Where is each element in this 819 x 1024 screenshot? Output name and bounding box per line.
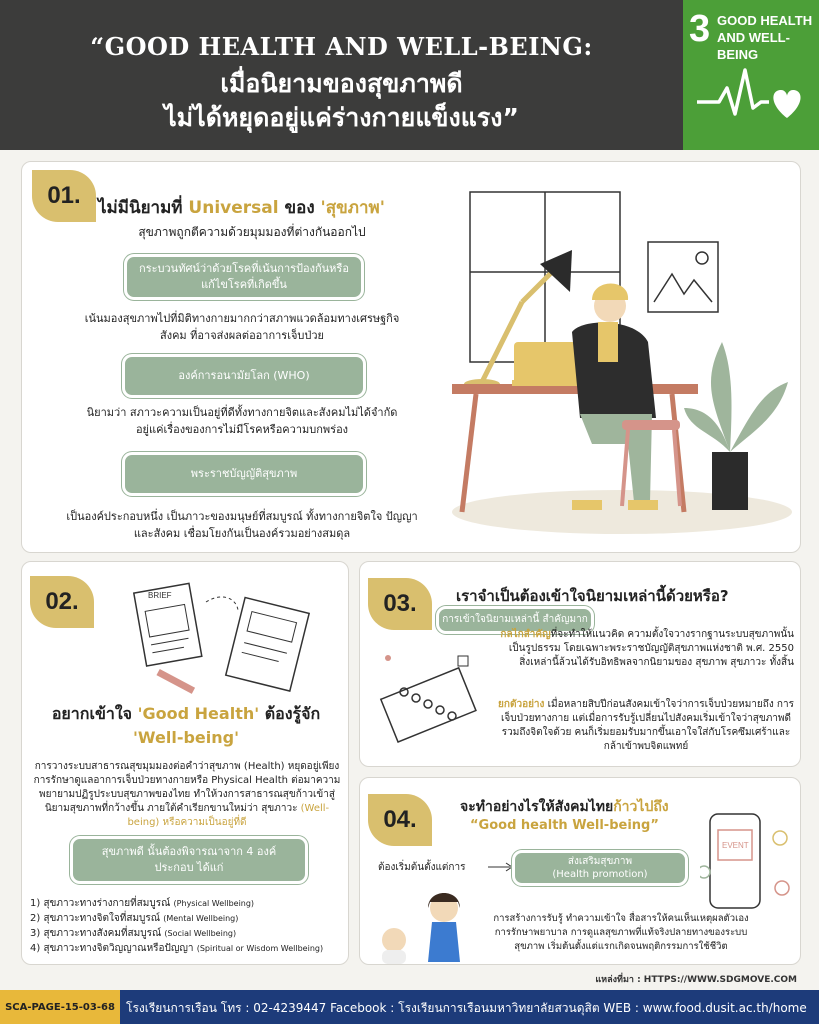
section-4-title [460, 796, 669, 818]
section-2-pill-four-elements: สุขภาพดี นั้นต้องพิจารณาจาก 4 องค์ประกอบ ได้แก่ [70, 836, 308, 884]
section-4-pill-health-promotion [512, 850, 688, 886]
section-2-title [22, 702, 350, 750]
sdg-label: GOOD HEALTH AND WELL-BEING [717, 13, 813, 62]
section-3-paragraph-2 [498, 698, 794, 754]
section-1-title-universal: Universal [188, 198, 279, 218]
section-4-badge: 04. [368, 794, 432, 846]
section-3-paragraph-1 [498, 628, 794, 670]
section-2-card [21, 561, 349, 965]
section-3-badge: 03. [368, 578, 432, 630]
section-1-pill-who: องค์การอนามัยโลก (WHO) [122, 354, 366, 398]
brief-label: BRIEF [148, 591, 172, 600]
header-title-th-line2: ไม่ได้หยุดอยู่แค่ร่างกายแข็งแรง” [164, 103, 519, 132]
footer-bar [0, 990, 819, 1024]
section-4-title-pre: จะทำอย่างไรให้สังคมไทย [460, 799, 614, 815]
section-3-p2-gold: ยกตัวอย่าง [498, 699, 545, 710]
header-title-th-line1: เมื่อนิยามของสุขภาพดี [220, 69, 463, 98]
section-4-card [359, 777, 801, 965]
list-item [30, 926, 350, 941]
section-3-card [359, 561, 801, 767]
section-2-title-well-being: 'Well-being' [133, 728, 239, 747]
page-code: SCA-PAGE-15-03-68 [0, 990, 120, 1024]
list-item-en: (Mental Wellbeing) [163, 914, 239, 923]
section-1-title-mid: ของ [278, 198, 321, 218]
section-4-start-text: ต้องเริ่มต้นตั้งแต่การ [378, 862, 466, 873]
section-4-body: การสร้างการรับรู้ ทำความเข้าใจ สื่อสารให้คนเห็นเหตุผลตัวเองการรักษาพยาบาล การดูแลสุขภาพที่แท้จริงปลายทางของระบบสุขภาพ เริ่มต้นตั้งแต่แรกเกิดจนพฤติกรรมการใช้ชีวิต [493, 913, 749, 952]
list-item-th: 3) สุขภาวะทางสังคมที่สมบูรณ์ [30, 928, 162, 939]
section-1-card [21, 161, 801, 553]
notebook-illustration [368, 642, 488, 752]
section-1-title-health: 'สุขภาพ' [320, 198, 385, 218]
section-4-pill-th: ส่งเสริมสุขภาพ [567, 856, 633, 867]
section-3-title: เราจำเป็นต้องเข้าใจนิยามเหล่านี้ด้วยหรือ? [456, 587, 729, 605]
section-3-p2-text: เมื่อหลายสิบปีก่อนสังคมเข้าใจว่าการเจ็บป่วยหมายถึง การเจ็บป่วยทางกาย แต่เมื่อการรับรู้เปลี่ยนไปสังคมเริ่มเข้าใจว่าสุขภาพดีรวมถึงจิตใจด้วย คนก็เริ่มยอมรับมากขึ้นเอาใจใส่กับโรคซึมเศร้าและกล้าเข้าพบจิตแพทย์ [500, 699, 794, 752]
brief-documents-illustration [126, 576, 326, 696]
header-title-en: “GOOD HEALTH AND WELL-BEING: [90, 32, 593, 61]
list-item [30, 896, 350, 911]
section-2-title-good-health: 'Good Health' [137, 704, 260, 723]
section-1-pill-health-act: พระราชบัญญัติสุขภาพ [122, 452, 366, 496]
list-item [30, 911, 350, 926]
section-3-pill: การเข้าใจนิยามเหล่านี้ สำคัญมาก [436, 606, 594, 634]
section-2-body-gold: (Well-being) หรือความเป็นอยู่ที่ดี [127, 803, 330, 828]
list-item [30, 941, 350, 956]
section-2-badge: 02. [30, 576, 94, 628]
section-1-pill-disease: กระบวนทัศน์ว่าด้วยโรคที่เน้นการป้องกันหรือแก้ไขโรคที่เกิดขึ้น [124, 254, 364, 300]
section-4-title-gold: ก้าวไปถึง [613, 799, 669, 815]
section-1-text-disease: เน้นมองสุขภาพไปที่มิติทางกายมากกว่าสภาพแวดล้อมทางเศรษฐกิจ สังคม ที่อาจส่งผลต่ออาการเจ็บป่วย [84, 312, 400, 342]
section-3-p1-gold: กลไกสำคัญ [500, 629, 551, 640]
list-item-en: (Physical Wellbeing) [173, 899, 255, 908]
footer-contact-info: โรงเรียนการเรือน โทร : 02-4239447 Facebook : โรงเรียนการเรือนมหาวิทยาลัยสวนดุสิต WEB : www.food.dusit.ac.th/home [126, 1001, 807, 1015]
event-label: EVENT [722, 841, 749, 850]
header-banner [0, 0, 683, 150]
section-2-body [32, 760, 342, 830]
children-illustration [360, 888, 470, 966]
list-item-en: (Social Wellbeing) [164, 929, 237, 938]
list-item-th: 4) สุขภาวะทางจิตวิญญาณหรือปัญญา [30, 943, 194, 954]
sdg-goal-3-logo [683, 0, 819, 150]
arrow-right-icon [488, 862, 514, 872]
sdg-number: 3 [689, 8, 711, 50]
section-1-text-who: นิยามว่า สภาวะความเป็นอยู่ที่ดีทั้งทางกายจิตและสังคมไม่ได้จำกัดอยู่แค่เรื่องของการไม่มีโรคหรือความบกพร่อง [86, 406, 398, 436]
list-item-th: 2) สุขภาวะทางจิตใจที่สมบูรณ์ [30, 913, 161, 924]
section-1-title-pre: ไม่มีนิยามที่ [98, 198, 189, 218]
section-1-badge: 01. [32, 170, 96, 222]
list-item-th: 1) สุขภาวะทางร่างกายที่สมบูรณ์ [30, 898, 171, 909]
section-3-p1-text: ที่จะทำให้แนวคิด ความตั้งใจวางรากฐานระบบสุขภาพนั้นเป็นรูปธรรม โดยเฉพาะพระราชบัญญัติสุขภาพแห่งชาติ พ.ศ. 2550 สิ่งเหล่านี้ล้วนได้รับอิทธิพลจากนิยามของ สุขภาพ สุขภาวะ ทั้งสิ้น [508, 629, 794, 668]
person-at-desk-illustration [422, 182, 792, 542]
list-item-en: (Spiritual or Wisdom Wellbeing) [196, 944, 324, 953]
section-4-subtitle: “Good health Well-being” [470, 818, 659, 833]
section-1-subtitle: สุขภาพถูกตีความด้วยมุมมองที่ต่างกันออกไป [138, 225, 366, 239]
section-1-text-health-act: เป็นองค์ประกอบหนึ่ง เป็นภาวะของมนุษย์ที่สมบูรณ์ ทั้งทางกายจิตใจ ปัญญา และสังคม เชื่อมโยงกันเป็นองค์รวมอย่างสมดุล [66, 510, 418, 540]
event-phone-illustration [700, 808, 796, 918]
heartbeat-heart-icon [695, 58, 807, 128]
section-2-list [30, 896, 350, 956]
section-4-pill-en: (Health promotion) [552, 869, 648, 880]
source-credit: แหล่งที่มา : HTTPS://WWW.SDGMOVE.COM [595, 975, 797, 985]
section-2-body-text: การวางระบบสาธารณสุขมุมมองต่อคำว่าสุขภาพ (Health) หยุดอยู่เพียงการรักษาดูแลอาการเจ็บป่วยทางกายหรือ Physical Health ต่อมาความพยายามปฏิรูประบบสุขภาพของไทย ทำให้วงการสาธารณสุขก้าวเข้าสู่นิยามสุขภาพที่กว้างขึ้น ภายใต้คำเรียกขานใหม่ว่า สุขภาวะ [33, 761, 341, 814]
section-2-title-mid: ต้องรู้จัก [259, 704, 321, 723]
section-1-title [98, 194, 385, 221]
section-2-title-pre: อยากเข้าใจ [51, 704, 138, 723]
